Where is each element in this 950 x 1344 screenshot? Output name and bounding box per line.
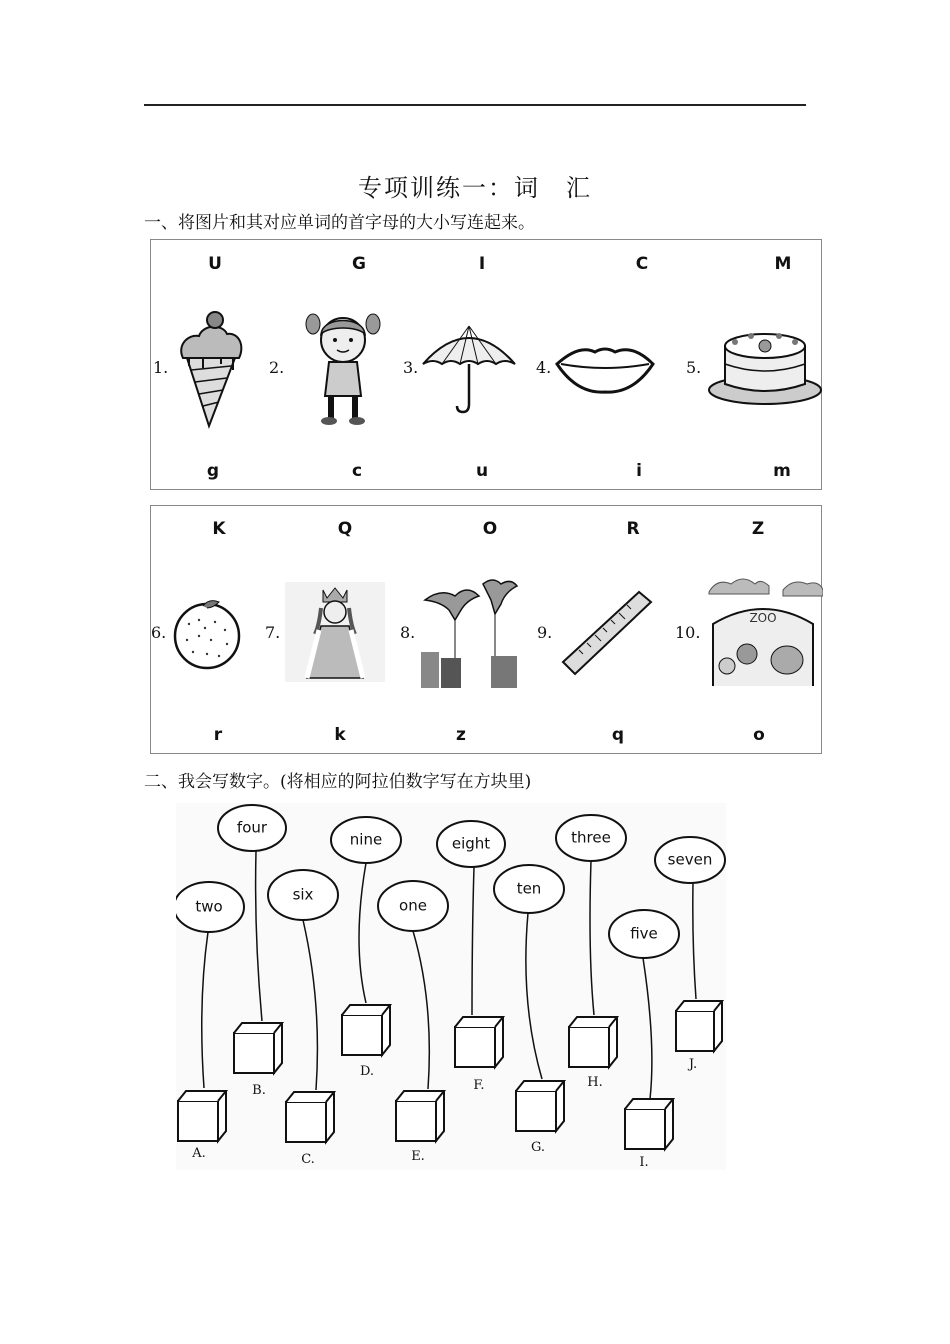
section1-instruction: 一、将图片和其对应单词的首字母的大小写连起来。: [144, 213, 535, 233]
lower-letter: u: [475, 461, 489, 481]
answer-box: [286, 1092, 334, 1142]
matching-panel-1: [150, 239, 822, 490]
box-label-d: D.: [359, 1064, 375, 1079]
word-one: one: [399, 896, 427, 915]
item-number: 6.: [151, 623, 167, 642]
lower-letter: r: [213, 725, 223, 745]
box-label-c: C.: [301, 1152, 315, 1167]
answer-box: [455, 1017, 503, 1067]
lips-picture: [553, 340, 657, 396]
lower-letter: o: [753, 725, 765, 745]
item-number: 7.: [265, 623, 281, 642]
box-label-f: F.: [473, 1078, 485, 1093]
answer-box: [676, 1001, 722, 1051]
lower-letter: g: [206, 461, 220, 481]
item-number: 4.: [536, 358, 552, 377]
box-label-e: E.: [411, 1149, 425, 1164]
box-label-g: G.: [530, 1140, 546, 1155]
box-label-j: J.: [688, 1057, 698, 1072]
orange-picture: [169, 594, 245, 670]
section2-instruction: 二、我会写数字。(将相应的阿拉伯数字写在方块里): [144, 772, 532, 792]
lower-letter: q: [611, 725, 625, 745]
word-seven: seven: [667, 850, 713, 869]
word-two: two: [195, 897, 223, 916]
word-three: three: [571, 828, 611, 847]
matching-panel-2: [150, 505, 822, 754]
queen-picture: [285, 582, 385, 682]
upper-letter: Z: [751, 519, 765, 539]
upper-letter: Q: [337, 519, 353, 539]
ruler-picture: [555, 588, 655, 678]
box-label-h: H.: [587, 1075, 603, 1090]
lower-letter: c: [351, 461, 363, 481]
answer-box: [569, 1017, 617, 1067]
answer-box: [396, 1091, 444, 1141]
upper-letter: R: [626, 519, 640, 539]
answer-box: [342, 1005, 390, 1055]
item-number: 3.: [403, 358, 419, 377]
item-number: 5.: [686, 358, 702, 377]
lower-letter: i: [636, 461, 642, 481]
item-number: 9.: [537, 623, 553, 642]
svg-text:ZOO: ZOO: [749, 611, 777, 625]
page-title: 专项训练一：词 汇: [358, 174, 592, 202]
answer-box: [625, 1099, 673, 1149]
item-number: 2.: [269, 358, 285, 377]
upper-letter: C: [635, 254, 649, 274]
item-number: 8.: [400, 623, 416, 642]
answer-box: [234, 1023, 282, 1073]
lower-letter: m: [773, 461, 791, 481]
kite-picture: [421, 574, 519, 690]
girl-picture: [299, 304, 387, 428]
item-number: 1.: [153, 358, 169, 377]
upper-letter: M: [774, 254, 792, 274]
answer-box: [516, 1081, 564, 1131]
box-label-b: B.: [252, 1083, 266, 1098]
box-label-i: I.: [639, 1155, 649, 1170]
number-writing-exercise: [176, 803, 726, 1170]
box-label-a: A.: [192, 1146, 206, 1161]
word-five: five: [630, 924, 658, 943]
umbrella-picture: [419, 320, 519, 416]
upper-letter: K: [212, 519, 226, 539]
answer-box: [178, 1091, 226, 1141]
upper-letter: G: [352, 254, 366, 274]
zoo-picture: [703, 574, 823, 690]
item-number: 10.: [675, 623, 701, 642]
lower-letter: k: [334, 725, 346, 745]
ice-cream-picture: [173, 306, 253, 430]
word-four: four: [236, 818, 268, 837]
word-eight: eight: [451, 834, 491, 853]
word-nine: nine: [349, 830, 383, 849]
header-rule: [144, 104, 806, 106]
word-ten: ten: [516, 879, 542, 898]
upper-letter: O: [482, 519, 498, 539]
lower-letter: z: [456, 725, 466, 745]
bubble-strings-and-boxes: [176, 803, 726, 1170]
cake-picture: [705, 324, 823, 412]
upper-letter: U: [208, 254, 222, 274]
upper-letter: I: [478, 254, 486, 274]
word-six: six: [292, 885, 314, 904]
